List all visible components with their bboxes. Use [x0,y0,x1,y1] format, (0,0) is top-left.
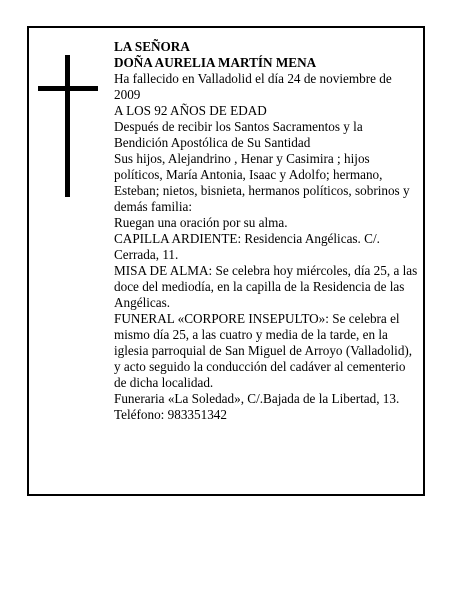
mass-paragraph: MISA DE ALMA: Se celebra hoy miércoles, día 25, a las doce del mediodía, en la capilla de la Residencia de las Angélicas. [114,263,418,310]
chapel-paragraph: CAPILLA ARDIENTE: Residencia Angélicas. C/. Cerrada, 11. [114,231,380,262]
prayer-paragraph: Ruegan una oración por su alma. [114,215,288,230]
funeral-paragraph: FUNERAL «CORPORE INSEPULTO»: Se celebra el mismo día 25, a las cuatro y media de la tarde, en la iglesia parroquial de San Miguel de Arroyo (Valladolid), y acto seguido la conducción del cadáver al cementerio de dicha localidad. [114,311,413,390]
deceased-name: DOÑA AURELIA MARTÍN MENA [114,55,317,70]
obituary-text [114,39,420,423]
cross-icon [38,55,98,197]
deceased-title: LA SEÑORA [114,39,190,54]
family-paragraph: Sus hijos, Alejandrino , Henar y Casimira ; hijos políticos, María Antonia, Isaac y Adolfo; hermano, Esteban; nietos, bisnieta, hermanos políticos, sobrinos y demás familia: [114,151,410,214]
funeral-home-paragraph: Funeraria «La Soledad», C/.Bajada de la Libertad, 13. Teléfono: 983351342 [114,391,400,422]
age-paragraph: A LOS 92 AÑOS DE EDAD [114,103,267,118]
death-date-paragraph: Ha fallecido en Valladolid el día 24 de noviembre de 2009 [114,71,392,102]
sacraments-paragraph: Después de recibir los Santos Sacramentos y la Bendición Apostólica de Su Santidad [114,119,363,150]
cross-horizontal-bar [38,86,98,91]
cross-vertical-bar [65,55,70,197]
